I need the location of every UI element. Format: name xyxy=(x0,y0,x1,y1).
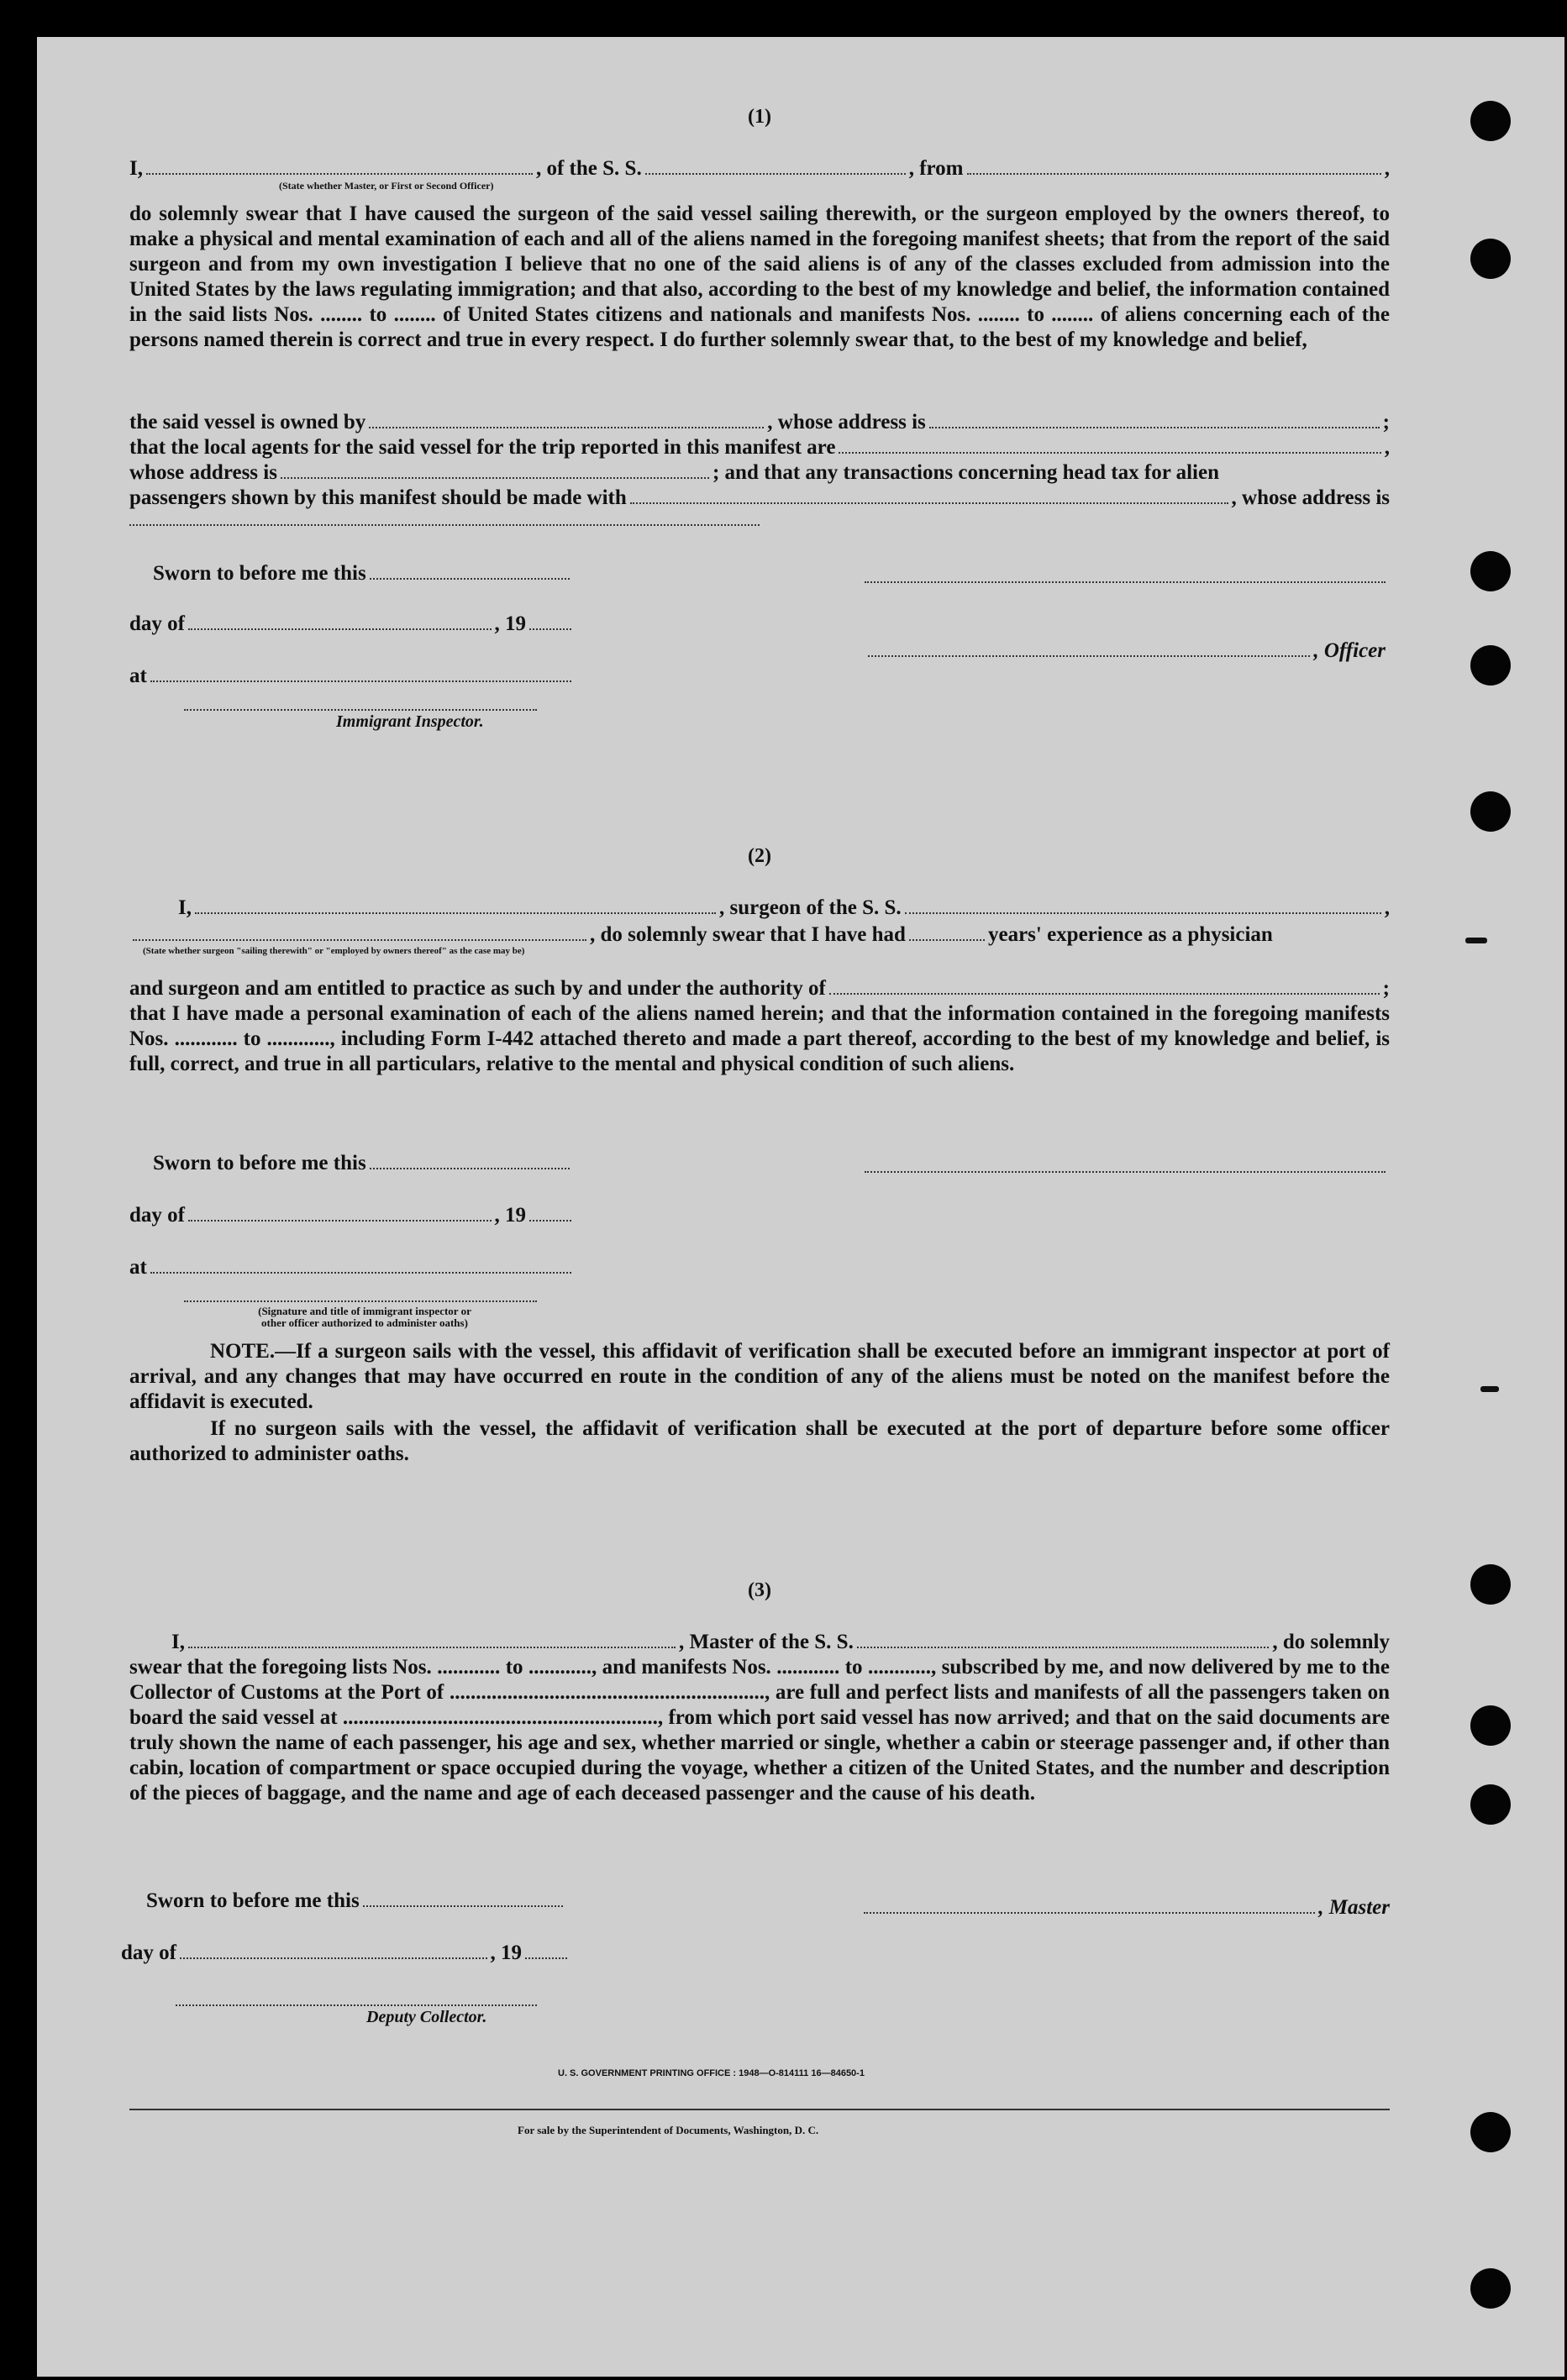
head-tax-contact-field[interactable] xyxy=(630,486,1228,504)
printing-office-line: U. S. GOVERNMENT PRINTING OFFICE : 1948—O-814111 16—84650-1 xyxy=(558,2068,865,2078)
section-3-oath-paragraph: swear that the foregoing lists Nos. ............ to ............, and manifests Nos. ............ to ............, subscribed by me, and now delivered by me to the Collector of Customs at the Port of ............................................................, are full and perfect lists and manifests of all the passengers taken on board the said vessel at ............................................................, from which port said vessel has now arrived; and that on the said documents are truly shown the name of each passenger, his age and sex, whether married or single, whether a cabin or steerage passenger and, if other than cabin, location of compartment or space occupied during the voyage, whether a citizen of the United States, and the number and description of the pieces of baggage, and the name and age of each deceased passenger and the cause of his death. xyxy=(129,1656,1390,1805)
sworn-day-field[interactable] xyxy=(370,1151,570,1169)
vessel-name-field[interactable] xyxy=(645,156,906,175)
head-tax-address-field[interactable] xyxy=(129,524,760,526)
day-of-row-2 xyxy=(129,1203,575,1228)
master-vessel-field[interactable] xyxy=(857,1630,1270,1648)
master-signature-row xyxy=(860,1895,1390,1920)
section-2-oath-paragraph: that I have made a personal examination of each of the aliens named herein; and that the information contained in the foregoing manifests Nos. ............ to ............, including Form I-442 attached thereto and made a part thereof, according to the best of my knowledge and belief, is full, correct, and true in all particulars, relative to the mental and physical condition of such aliens. xyxy=(129,1002,1390,1075)
punch-hole xyxy=(1470,239,1511,279)
inspector-signature-line[interactable] xyxy=(184,709,537,711)
sworn-row-3 xyxy=(146,1889,566,1914)
officer-signature-field[interactable] xyxy=(868,638,1310,657)
label-whose-address-is: whose address is xyxy=(129,461,277,484)
sworn-day-field[interactable] xyxy=(370,561,570,580)
from-port-field[interactable] xyxy=(967,156,1381,175)
surgeon-row xyxy=(178,896,1390,921)
local-agents-row xyxy=(129,435,1390,460)
label-year: , 19 xyxy=(490,1941,522,1964)
note-text: —If a surgeon sails with the vessel, this affidavit of verification shall be executed before an immigrant inspector at port of arrival, and any changes that may have occurred en route in the condition of any of the aliens must be noted on the manifest before the affidavit is executed. xyxy=(129,1340,1390,1413)
punch-hole xyxy=(1470,2268,1511,2309)
experience-row xyxy=(129,922,1390,948)
day-of-row-1 xyxy=(129,612,575,637)
label-day-of: day of xyxy=(121,1941,176,1964)
signature-line-1[interactable] xyxy=(865,581,1386,583)
signature-note-line-1: (Signature and title of immigrant inspector or xyxy=(258,1305,471,1317)
label-owned-by: the said vessel is owned by xyxy=(129,411,366,433)
owner-field[interactable] xyxy=(369,410,764,428)
label-i: I, xyxy=(178,896,192,919)
label-of-ss: , of the S. S. xyxy=(535,157,642,180)
sworn-row-1 xyxy=(153,561,573,586)
surgeon-vessel-field[interactable] xyxy=(905,896,1381,914)
year-field[interactable] xyxy=(525,1941,567,1959)
label-passengers: passengers shown by this manifest should be made with xyxy=(129,486,627,509)
punch-hole xyxy=(1470,551,1511,591)
at-place-field[interactable] xyxy=(150,664,571,682)
signature-note xyxy=(188,1306,541,1329)
rank-note: (State whether Master, or First or Second Officer) xyxy=(279,180,494,192)
label-sworn: Sworn to before me this xyxy=(153,1152,366,1174)
day-of-field[interactable] xyxy=(188,612,492,630)
authority-field[interactable] xyxy=(829,976,1380,995)
label-officer: , Officer xyxy=(1313,639,1386,662)
label-from: , from xyxy=(908,157,964,180)
sworn-day-field[interactable] xyxy=(363,1889,563,1907)
punch-mark xyxy=(1480,1386,1499,1392)
label-semicolon: ; xyxy=(1382,977,1390,1000)
punch-mark xyxy=(1465,938,1487,943)
local-agents-field[interactable] xyxy=(839,435,1380,454)
authority-row xyxy=(129,976,1390,1001)
at-place-field[interactable] xyxy=(150,1255,571,1274)
authorized-officer-signature-line[interactable] xyxy=(184,1300,537,1302)
punch-hole xyxy=(1470,791,1511,832)
surgeon-status-field[interactable] xyxy=(133,922,586,941)
label-at: at xyxy=(129,665,147,687)
label-i: I, xyxy=(129,157,143,180)
label-semicolon: ; xyxy=(1382,411,1390,433)
label-do-solemnly: , do solemnly xyxy=(1272,1631,1390,1653)
owned-by-row xyxy=(129,410,1390,435)
officer-rank-field[interactable] xyxy=(146,156,533,175)
deputy-collector-caption: Deputy Collector. xyxy=(366,2008,487,2026)
at-row-1 xyxy=(129,664,575,689)
label-swear-had: , do solemnly swear that I have had xyxy=(590,923,906,946)
footer-rule xyxy=(129,2109,1390,2110)
label-day-of: day of xyxy=(129,1204,185,1227)
label-day-of: day of xyxy=(129,612,185,635)
label-i: I, xyxy=(171,1631,185,1653)
label-whose-address-end: , whose address is xyxy=(1231,486,1390,509)
label-whose-address: , whose address is xyxy=(767,411,926,433)
immigrant-inspector-caption: Immigrant Inspector. xyxy=(336,712,484,731)
label-master-of: , Master of the S. S. xyxy=(678,1631,854,1653)
label-year: , 19 xyxy=(494,1204,526,1227)
surgeon-note-2: If no surgeon sails with the vessel, the affidavit of verification shall be executed at the port of departure before some officer authorized to administer oaths. xyxy=(129,1417,1390,1465)
note-label: NOTE. xyxy=(210,1340,276,1363)
sworn-row-2 xyxy=(153,1151,573,1176)
punch-hole xyxy=(1470,2112,1511,2152)
section-3-number: (3) xyxy=(748,1579,771,1601)
punch-hole xyxy=(1470,645,1511,686)
master-signature-field[interactable] xyxy=(864,1895,1315,1914)
officer-row xyxy=(865,638,1386,664)
signature-note-line-2: other officer authorized to administer oaths) xyxy=(261,1316,468,1329)
punch-hole xyxy=(1470,1705,1511,1746)
head-tax-row xyxy=(129,486,1390,511)
label-sworn: Sworn to before me this xyxy=(153,562,366,585)
day-of-field[interactable] xyxy=(188,1203,492,1222)
years-field[interactable] xyxy=(909,922,985,941)
master-name-field[interactable] xyxy=(188,1630,676,1648)
surgeon-note xyxy=(129,1339,1390,1415)
label-years-exp: years' experience as a physician xyxy=(987,923,1273,946)
section-1-line-1 xyxy=(129,156,1390,181)
master-row xyxy=(171,1630,1390,1655)
agent-address-field[interactable] xyxy=(281,460,709,479)
label-head-tax: ; and that any transactions concerning head tax for alien xyxy=(712,461,1219,484)
label-year: , 19 xyxy=(494,612,526,635)
label-authority: and surgeon and am entitled to practice as such by and under the authority of xyxy=(129,977,826,1000)
surgeon-status-note: (State whether surgeon "sailing therewith" or "employed by owners thereof" as the case may be) xyxy=(143,946,525,956)
day-of-row-3 xyxy=(121,1941,571,1966)
deputy-collector-signature-line[interactable] xyxy=(176,2004,537,2006)
punch-hole xyxy=(1470,1784,1511,1825)
label-at: at xyxy=(129,1256,147,1279)
year-field[interactable] xyxy=(529,612,571,630)
label-comma: , xyxy=(1384,896,1390,919)
section-1-number: (1) xyxy=(748,106,771,128)
agent-address-row xyxy=(129,460,1390,486)
label-comma: , xyxy=(1384,157,1390,180)
section-1-oath-paragraph: do solemnly swear that I have caused the surgeon of the said vessel sailing therewith, or the surgeon employed by the owners thereof, to make a physical and mental examination of each and all of the aliens named in the foregoing manifest sheets; that from the report of the said surgeon and from my own investigation I believe that no one of the said aliens is of any of the classes excluded from admission into the United States by the laws regulating immigration; and that also, according to the best of my knowledge and belief, the information contained in the said lists Nos. ........ to ........ of United States citizens and nationals and manifests Nos. ........ to ........ of aliens concerning each of the persons named therein is correct and true in every respect. I do further solemnly swear that, to the best of my knowledge and belief, xyxy=(129,202,1390,351)
at-row-2 xyxy=(129,1255,575,1280)
section-2-number: (2) xyxy=(748,845,771,867)
surgeon-signature-line[interactable] xyxy=(865,1171,1386,1173)
form-page xyxy=(37,37,1564,2377)
owner-address-field[interactable] xyxy=(929,410,1380,428)
label-local-agents: that the local agents for the said vessel for the trip reported in this manifest are xyxy=(129,436,836,459)
label-surgeon-of: , surgeon of the S. S. xyxy=(718,896,902,919)
day-of-field[interactable] xyxy=(180,1941,487,1959)
surgeon-name-field[interactable] xyxy=(195,896,716,914)
label-comma: , xyxy=(1384,436,1390,459)
label-master: , Master xyxy=(1318,1896,1390,1919)
sale-notice: For sale by the Superintendent of Documents, Washington, D. C. xyxy=(518,2124,819,2136)
year-field[interactable] xyxy=(529,1203,571,1222)
label-sworn: Sworn to before me this xyxy=(146,1889,360,1912)
